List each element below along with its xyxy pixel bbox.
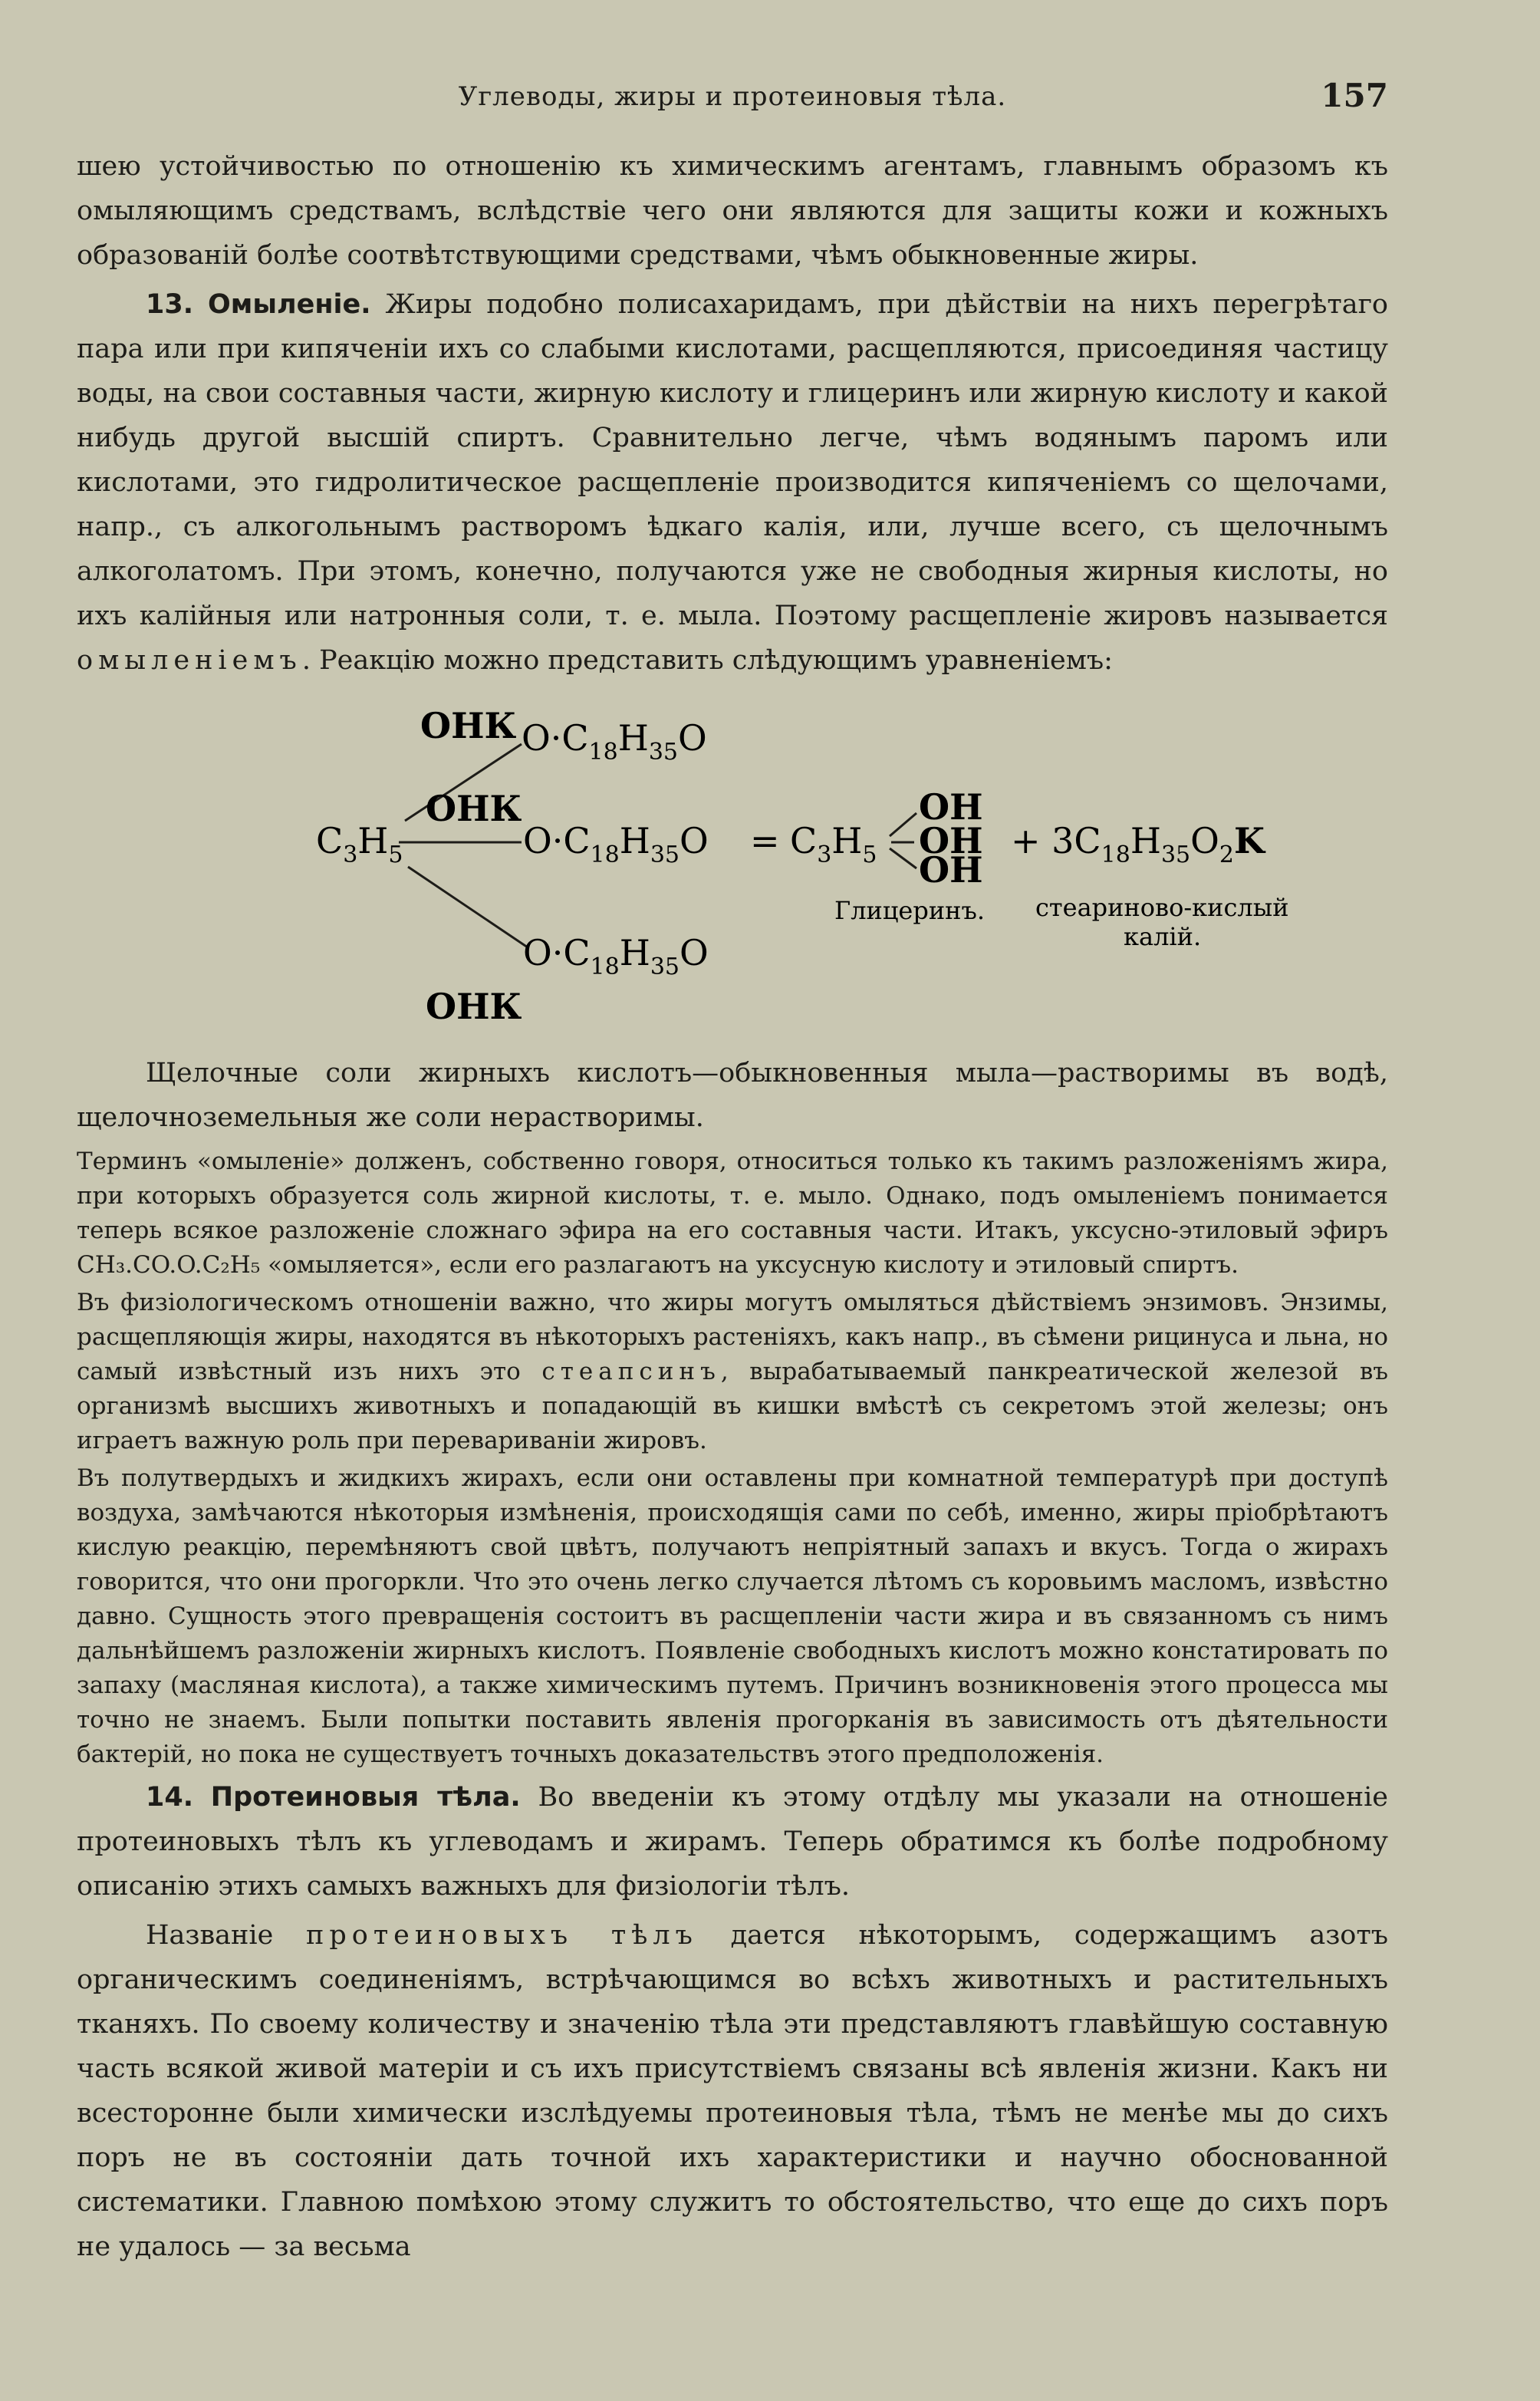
section-13-text-after: . Реакцію можно представить слѣдующимъ уравненіемъ: [301, 645, 1113, 676]
running-title: Углеводы, жиры и протеиновыя тѣла. [458, 81, 1007, 112]
hydroxyl-bottom: OH [919, 849, 983, 891]
ohk-middle: ОНК [426, 788, 522, 829]
hydroxyl-top: OH [919, 786, 983, 828]
protein-definition-paragraph [77, 1913, 1388, 2269]
saponification-equation [77, 690, 1388, 1036]
page-header [77, 71, 1388, 124]
protein-para-after: дается нѣкоторымъ, содержащимъ азотъ органическимъ соединеніямъ, встрѣчающимся во всѣхъ животныхъ и растительныхъ тканяхъ. По своему количеству и значенію тѣла эти представляютъ главѣйшую составную часть всякой живой матеріи и съ ихъ присутствіемъ связаны всѣ явленія жизни. Какъ ни всесторонне были химически изслѣдуемы протеиновыя тѣла, тѣмъ не менѣе мы до сихъ поръ не въ состояніи дать точной ихъ характеристики и научно обоснованной систематики. Главною помѣхою этому служитъ то обстоятельство, что еще до сихъ поръ не удалось — за весьма [77, 1920, 1388, 2262]
stearoyl-bottom: $O\cdot C_{18}H_{35}O$ [523, 932, 709, 980]
section-13-text-before: Жиры подобно полисахаридамъ, при дѣйствіи на нихъ перегрѣтаго пара или при кипяченіи ихъ со слабыми кислотами, расщепляются, присоединяя частицу воды, на свои составныя части, жирную кислоту и глицеринъ или жирную кислоту и какой нибудь другой высшій спиртъ. Сравнительно легче, чѣмъ водянымъ паромъ или кислотами, это гидролитическое расщепленіе производится кипяченіемъ со щелочами, напр., съ алкогольнымъ растворомъ ѣдкаго калія, или, лучше всего, съ щелочнымъ алкоголатомъ. При этомъ, конечно, получаются уже не свободныя жирныя кислоты, но ихъ калійныя или натронныя соли, т. е. мыла. Поэтому расщепленіе жировъ называется [77, 289, 1388, 631]
ohk-bottom: ОНК [426, 986, 522, 1027]
section-13-paragraph [77, 282, 1388, 683]
label-stearate-line1: стеариново-кислый [1035, 893, 1289, 922]
note-enzymes-emphasis: стеапсинъ [541, 1358, 721, 1385]
note-rancidity: Въ полутвердыхъ и жидкихъ жирахъ, если они оставлены при комнатной температурѣ при доступѣ воздуха, замѣчаются нѣкоторыя измѣненія, происходящія сами по себѣ, именно, жиры пріобрѣтаютъ кислую реакцію, перемѣняютъ свой цвѣтъ, получаютъ непріятный запахъ и вкусъ. Тогда о жирахъ говорится, что они прогоркли. Что это очень легко случается лѣтомъ съ коровьимъ масломъ, извѣстно давно. Сущность этого превращенія состоитъ въ расщепленіи части жира и въ связанномъ съ нимъ дальнѣйшемъ разложеніи жирныхъ кислотъ. Появленіе свободныхъ кислотъ можно констатировать по запаху (масляная кислота), а также химическимъ путемъ. Причинъ возникновенія этого процесса мы точно не знаемъ. Были попытки поставить явленія прогорканія въ зависимость отъ дѣятельности бактерій, но пока не существуетъ точныхъ доказательствъ этого предположенія. [77, 1464, 1388, 1768]
section-14-paragraph [77, 1775, 1388, 1909]
c3h5-right: $C_3H_5$ [790, 820, 877, 868]
stearoyl-top: $O\cdot C_{18}H_{35}O$ [522, 717, 707, 766]
note-enzymes [77, 1286, 1388, 1458]
hydroxyl-middle: OH [919, 820, 983, 861]
intro-paragraph: шею устойчивостью по отношенію къ химическимъ агентамъ, главнымъ образомъ къ омыляющимъ средствамъ, вслѣдствіе чего они являются для защиты кожи и кожныхъ образованій болѣе соотвѣтствующими средствами, чѣмъ обыкновенные жиры. [77, 151, 1388, 271]
stearoyl-middle: $O\cdot C_{18}H_{35}O$ [523, 820, 709, 868]
ohk-top: ОНК [420, 705, 517, 746]
section-14-number: 14. [146, 1782, 194, 1813]
equation-figure [77, 690, 1388, 1036]
label-stearate-line2: калій. [1124, 922, 1202, 951]
protein-para-before: Названіе [146, 1920, 274, 1951]
page-content [77, 144, 1388, 2274]
protein-para-emphasis: протеиновыхъ тѣлъ [306, 1920, 698, 1951]
after-formula-paragraph: Щелочные соли жирныхъ кислотъ—обыкновенныя мыла—растворимы въ водѣ, щелочноземельныя же соли нерастворимы. [77, 1058, 1388, 1133]
note-enzymes-after: , вырабатываемый панкреатической железой въ организмѣ высшихъ животныхъ и попадающій въ кишки вмѣстѣ съ секретомъ этой железы; онъ играетъ важную роль при переваривaніи жировъ. [77, 1358, 1388, 1454]
section-13-number: 13. [146, 289, 194, 320]
page-number: 157 [1321, 77, 1388, 114]
c3h5-left: $C_3H_5$ [316, 820, 403, 868]
section-13-title: Омыленіе. [207, 289, 371, 320]
note-enzymes-before: Въ физіологическомъ отношеніи важно, что жиры могутъ омыляться дѣйствіемъ энзимовъ. Энзимы, расщепляющія жиры, находятся въ нѣкоторыхъ растеніяхъ, какъ напр., въ сѣмени рицинуса и льна, но самый извѣстный изъ нихъ это [77, 1289, 1388, 1385]
note-saponification-term: Терминъ «омыленіе» долженъ, собственно говоря, относиться только къ такимъ разложеніямъ жира, при которыхъ образуется соль жирной кислоты, т. е. мыло. Однако, подъ омыленіемъ понимается теперь всякое разложеніе сложнаго эфира на его составныя части. Итакъ, уксусно-этиловый эфиръ CH₃.CO.O.C₂H₅ «омыляется», если его разлагаютъ на уксусную кислоту и этиловый спиртъ. [77, 1148, 1388, 1279]
bond-oh-top [890, 813, 916, 836]
bond-bottom [408, 867, 528, 947]
section-14-text: Во введеніи къ этому отдѣлу мы указали на отношеніе протеиновыхъ тѣлъ къ углеводамъ и жирамъ. Теперь обратимся къ болѣе подробному описанію этихъ самыхъ важныхъ для физіологіи тѣлъ. [77, 1782, 1388, 1902]
section-13-emphasis: омыленіемъ [77, 645, 302, 676]
section-14-title: Протеиновыя тѣла. [210, 1782, 521, 1813]
equals-sign: = [750, 820, 780, 861]
potassium-stearate: + $3C_{18}H_{35}O_2K$ [1011, 820, 1265, 868]
label-glycerin: Глицеринъ. [834, 896, 986, 925]
bond-oh-bottom [890, 848, 916, 868]
